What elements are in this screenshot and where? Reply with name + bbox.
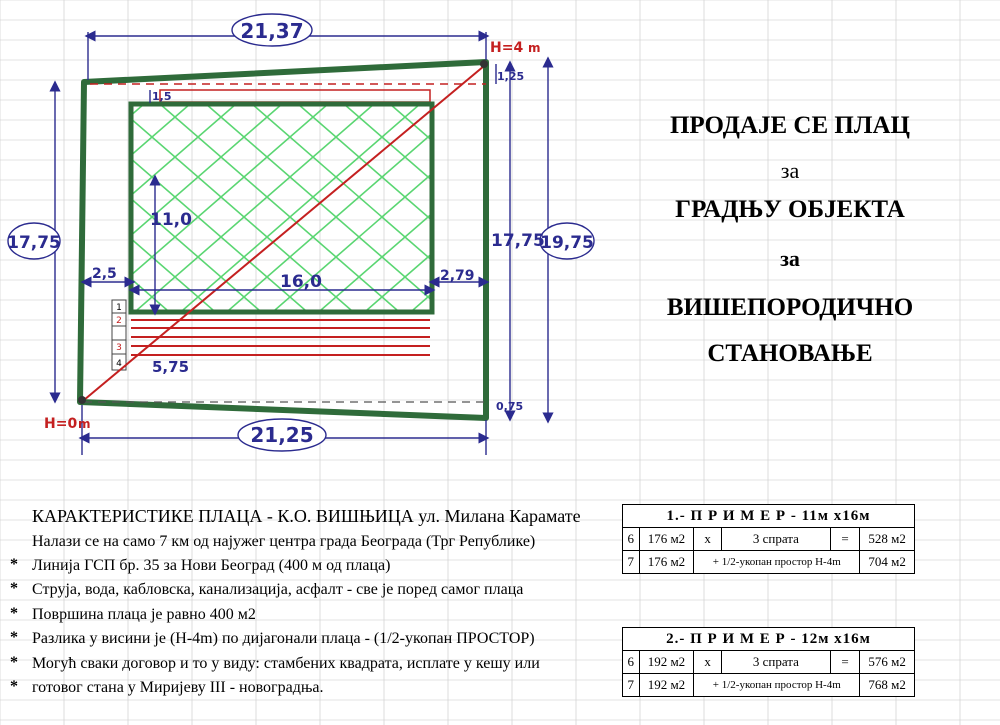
info-bullet: *	[10, 556, 18, 573]
info-bullet: *	[10, 605, 18, 622]
table-cell: 576 м2	[860, 651, 915, 674]
example-1-table	[622, 504, 915, 574]
inner-height-label: 11,0	[150, 210, 192, 230]
title-line-2: за	[780, 158, 800, 183]
hatch-line	[0, 104, 236, 330]
info-line: Струја, вода, кабловска, канализација, асфалт - све је поред самог плаца	[32, 581, 524, 598]
hatch-line	[0, 104, 52, 330]
right-gap-label: 2,79	[440, 268, 475, 284]
table-cell: 3 спрата	[722, 651, 831, 674]
table-cell: 7	[623, 551, 640, 574]
floor-number: 4	[116, 359, 122, 369]
table-row	[623, 551, 915, 574]
title-line-3: ГРАДЊУ ОБЈЕКТА	[675, 196, 905, 223]
table-cell: 192 м2	[639, 674, 694, 697]
hatch-line	[574, 104, 620, 330]
hatch-line	[436, 104, 620, 330]
top-left-offset: 1,5	[152, 90, 172, 103]
left-side-label: 17,75	[7, 233, 61, 253]
table-cell: 176 м2	[639, 528, 694, 551]
hatch-line	[0, 104, 144, 330]
bottom-corner-dot	[78, 396, 86, 404]
info-line: готовог стана у Миријеву III - новоградња.	[32, 679, 324, 696]
example-2-table	[622, 627, 915, 697]
title-line-5: ВИШЕПОРОДИЧНО	[666, 294, 914, 321]
info-line: Могућ сваки договор и то у виду: стамбених квадрата, исплате у кешу или	[32, 655, 540, 672]
info-line: Разлика у висини је (Н-4m) по дијагонали плаца - (1/2-укопан ПРОСТОР)	[32, 630, 535, 647]
title-line-1: ПРОДАЈЕ СЕ ПЛАЦ	[669, 112, 910, 139]
bottom-height-label: H=0	[44, 416, 78, 432]
table-cell: х	[694, 528, 722, 551]
hatch-line	[482, 104, 620, 330]
title-line-6: СТАНОВАЊЕ	[707, 340, 873, 367]
table-cell: =	[830, 528, 859, 551]
top-height-unit: m	[528, 41, 541, 55]
table-cell: х	[694, 651, 722, 674]
bottom-right-offset: 0,75	[496, 400, 524, 413]
example-1-header: 1.- П Р И М Е Р - 11м х16м	[623, 505, 915, 528]
hatch-line	[0, 104, 144, 330]
table-cell: + 1/2-укопан простор Н-4m	[694, 551, 860, 574]
right-inner-side-label: 17,75	[491, 231, 545, 251]
info-bullet: *	[10, 678, 18, 695]
top-corner-dot	[480, 60, 488, 68]
info-line: Налази се на само 7 км од најужег центра града Београда (Трг Републике)	[32, 533, 536, 550]
table-cell: 768 м2	[860, 674, 915, 697]
building-hatch	[0, 104, 620, 330]
table-cell: + 1/2-укопан простор Н-4m	[694, 674, 860, 697]
table-cell: =	[830, 651, 859, 674]
hatch-line	[0, 104, 6, 330]
hatch-line	[436, 104, 620, 330]
inner-width-label: 16,0	[280, 272, 322, 292]
floor-number: 2	[116, 316, 122, 326]
hatch-line	[0, 104, 6, 330]
hatch-line	[0, 104, 52, 330]
info-line: Линија ГСП бр. 35 за Нови Београд (400 м од плаца)	[32, 557, 391, 574]
height-diagonal	[84, 66, 484, 400]
table-row	[623, 528, 915, 551]
left-gap-label: 2,5	[92, 266, 117, 282]
info-bullet: *	[10, 654, 18, 671]
floor-number: 1	[116, 303, 122, 313]
table-cell: 176 м2	[639, 551, 694, 574]
table-row	[623, 651, 915, 674]
table-cell: 192 м2	[639, 651, 694, 674]
site-plan-sketch	[0, 0, 620, 470]
title-line-4: за	[780, 246, 800, 271]
table-cell: 6	[623, 528, 640, 551]
top-width-label: 21,37	[240, 19, 304, 43]
floor-number: 3	[116, 343, 122, 353]
top-right-offset: 1,25	[497, 70, 525, 83]
bottom-height-unit: m	[78, 417, 91, 431]
hatch-line	[390, 104, 620, 330]
table-cell: 704 м2	[860, 551, 915, 574]
hatch-line	[528, 104, 620, 330]
right-outer-side-label: 19,75	[540, 233, 594, 253]
bottom-width-label: 21,25	[250, 423, 314, 447]
hatch-line	[0, 104, 236, 330]
table-cell: 3 спрата	[722, 528, 831, 551]
top-height-label: H=4	[490, 40, 524, 56]
table-cell: 6	[623, 651, 640, 674]
info-bullet: *	[10, 629, 18, 646]
table-row	[623, 674, 915, 697]
info-heading: КАРАКТЕРИСТИКЕ ПЛАЦА - К.О. ВИШЊИЦА ул. Милана Карамате	[32, 506, 581, 526]
bottom-gap-label: 5,75	[152, 358, 190, 376]
table-cell: 7	[623, 674, 640, 697]
hatch-line	[574, 104, 620, 330]
floor-number-boxes	[112, 300, 126, 370]
hatch-line	[528, 104, 620, 330]
table-cell: 528 м2	[860, 528, 915, 551]
info-line: Површина плаца је равно 400 м2	[32, 606, 256, 623]
hatch-line	[390, 104, 620, 330]
example-2-header: 2.- П Р И М Е Р - 12м х16м	[623, 628, 915, 651]
hatch-line	[482, 104, 620, 330]
info-bullet: *	[10, 580, 18, 597]
